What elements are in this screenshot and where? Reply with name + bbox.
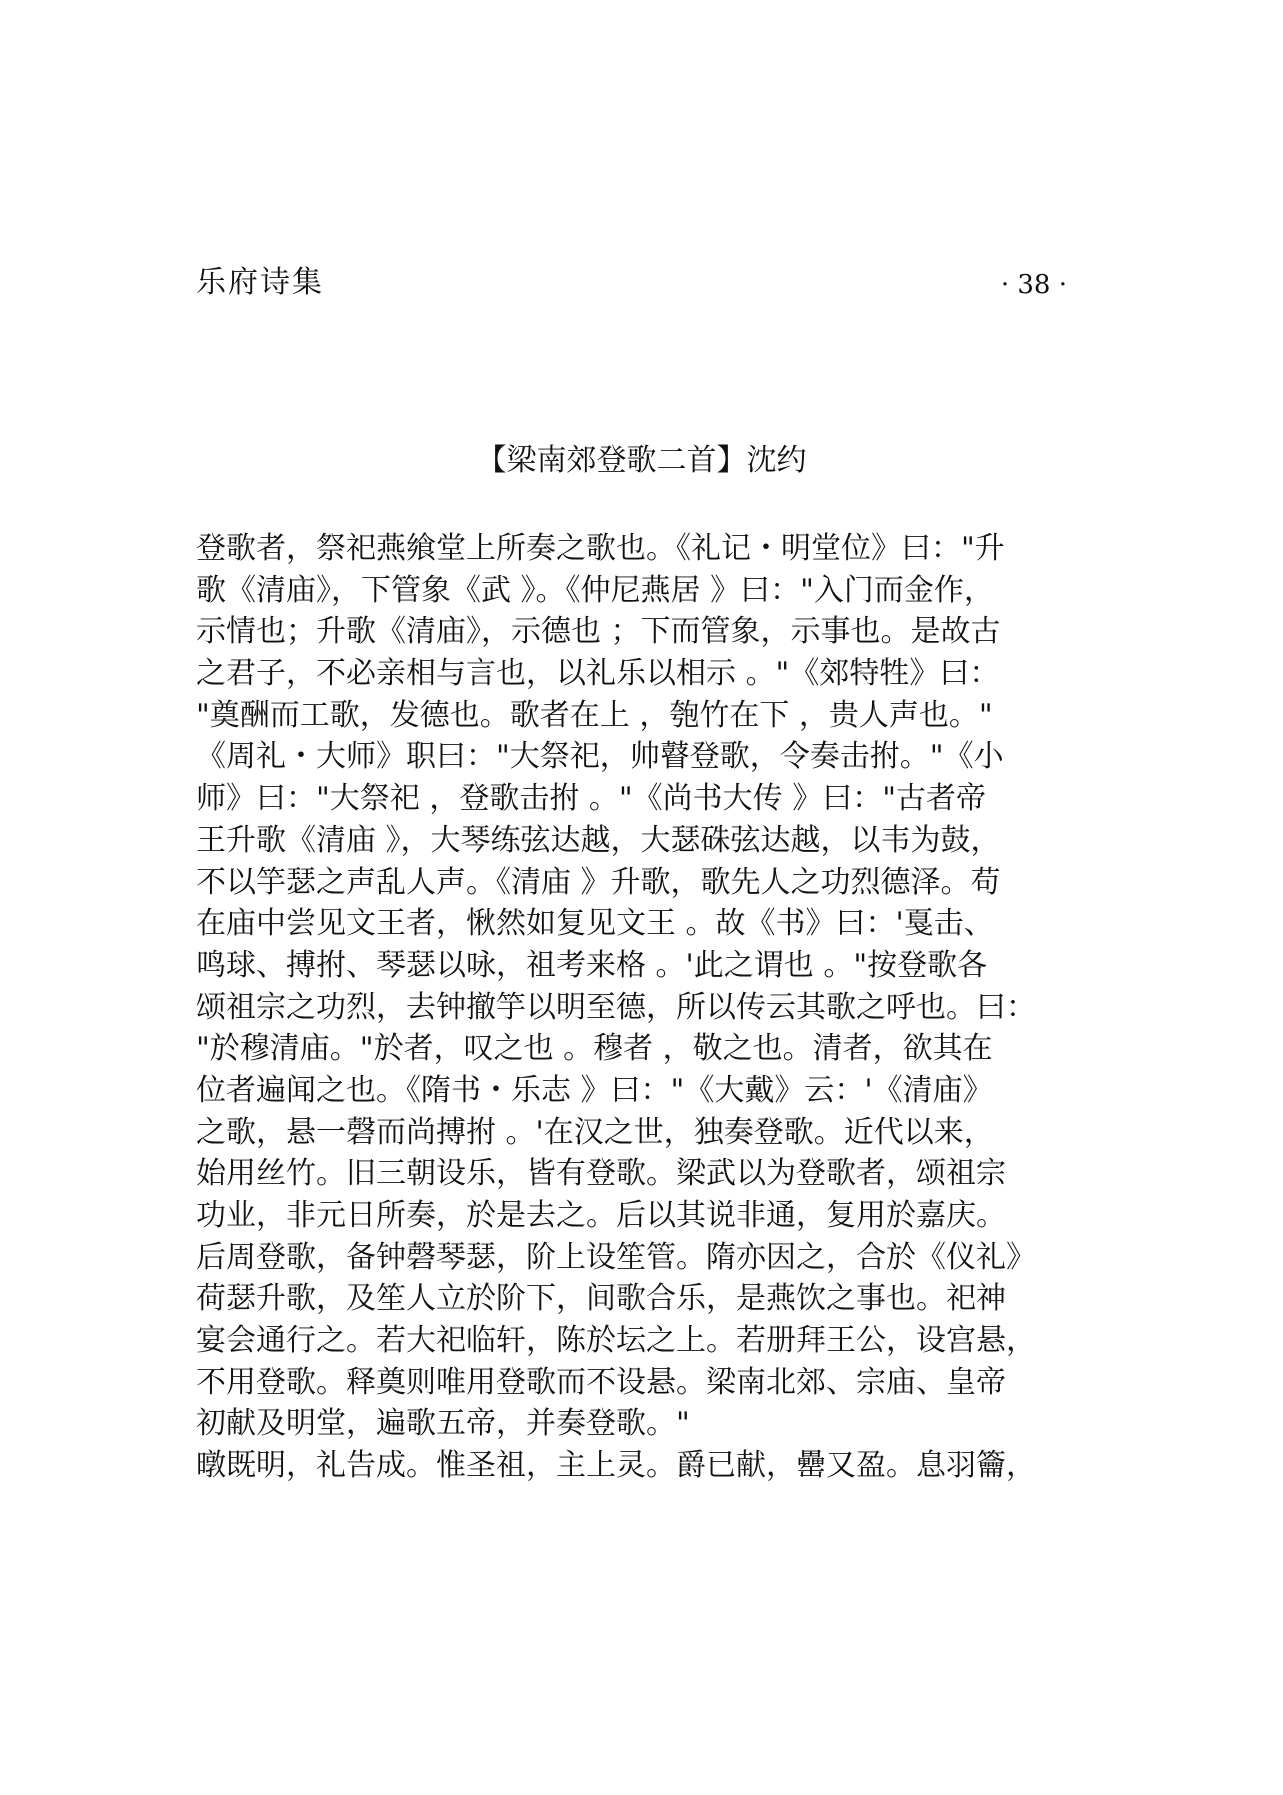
body-line: 不用登歌。释奠则唯用登歌而不设悬。梁南北郊、宗庙、皇帝 (196, 1364, 1006, 1400)
body-line: 歌《清庙》，下管象《武 》。《仲尼燕居 》曰："入门而金作， (196, 572, 994, 608)
body-line: 之歌，悬一磬而尚搏拊 。'在汉之世，独奏登歌。近代以来， (196, 1114, 994, 1150)
body-line: 初献及明堂，遍歌五帝，并奏登歌。" (196, 1406, 690, 1442)
body-line: "奠酬而工歌，发德也。歌者在上 ，匏竹在下 ，贵人声也。" (196, 697, 993, 733)
body-line: 鸣球、搏拊、琴瑟以咏，祖考来格 。'此之谓也 。"按登歌各 (196, 947, 988, 983)
body-line: 登歌者，祭祀燕飨堂上所奏之歌也。《礼记・明堂位》曰："升 (196, 531, 1005, 566)
body-line: 师》曰："大祭祀 ，登歌击拊 。"《尚书大传 》曰："古者帝 (196, 781, 987, 817)
body-line: 在庙中尝见文王者，愀然如复见文王 。故《书》曰：'戛击、 (196, 906, 994, 942)
article-title: 【梁南郊登歌二首】沈约 (476, 443, 807, 478)
body-line: 之君子，不必亲相与言也，以礼乐以相示 。"《郊特牲》曰： (196, 656, 1000, 692)
page-number: · 38 · (1000, 270, 1067, 300)
body-line: 暾既明，礼告成。惟圣祖，主上灵。爵已献，罍又盈。息羽籥， (196, 1448, 1036, 1484)
body-line: 位者遍闻之也。《隋书・乐志 》曰："《大戴》云：'《清庙》 (196, 1072, 993, 1108)
body-line: 颂祖宗之功烈，去钟撤竽以明至德，所以传云其歌之呼也。曰： (196, 989, 1036, 1025)
body-line: 始用丝竹。旧三朝设乐，皆有登歌。梁武以为登歌者，颂祖宗 (196, 1156, 1006, 1192)
body-line: 王升歌《清庙 》，大琴练弦达越，大瑟硃弦达越，以韦为鼓， (196, 822, 1001, 858)
body-line: "於穆清庙。"於者，叹之也 。穆者 ，敬之也。清者，欲其在 (196, 1031, 993, 1067)
body-line: 宴会通行之。若大祀临轩，陈於坛之上。若册拜王公，设宫悬， (196, 1323, 1036, 1359)
body-line: 《周礼・大师》职曰："大祭祀，帅瞽登歌，令奏击拊。"《小 (196, 739, 1004, 775)
running-head-book-title: 乐府诗集 (196, 265, 324, 300)
article-body (196, 528, 1096, 1487)
body-line: 荷瑟升歌，及笙人立於阶下，间歌合乐，是燕饮之事也。祀神 (196, 1281, 1006, 1317)
body-line: 后周登歌，备钟磬琴瑟，阶上设笙管。隋亦因之，合於《仪礼》 (196, 1239, 1036, 1275)
body-line: 不以竽瑟之声乱人声。《清庙 》升歌，歌先人之功烈德泽。苟 (196, 864, 1001, 900)
body-line: 示情也；升歌《清庙》，示德也 ；下而管象，示事也。是故古 (196, 614, 1001, 650)
body-line: 功业，非元日所奏，於是去之。后以其说非通，复用於嘉庆。 (196, 1198, 1006, 1233)
